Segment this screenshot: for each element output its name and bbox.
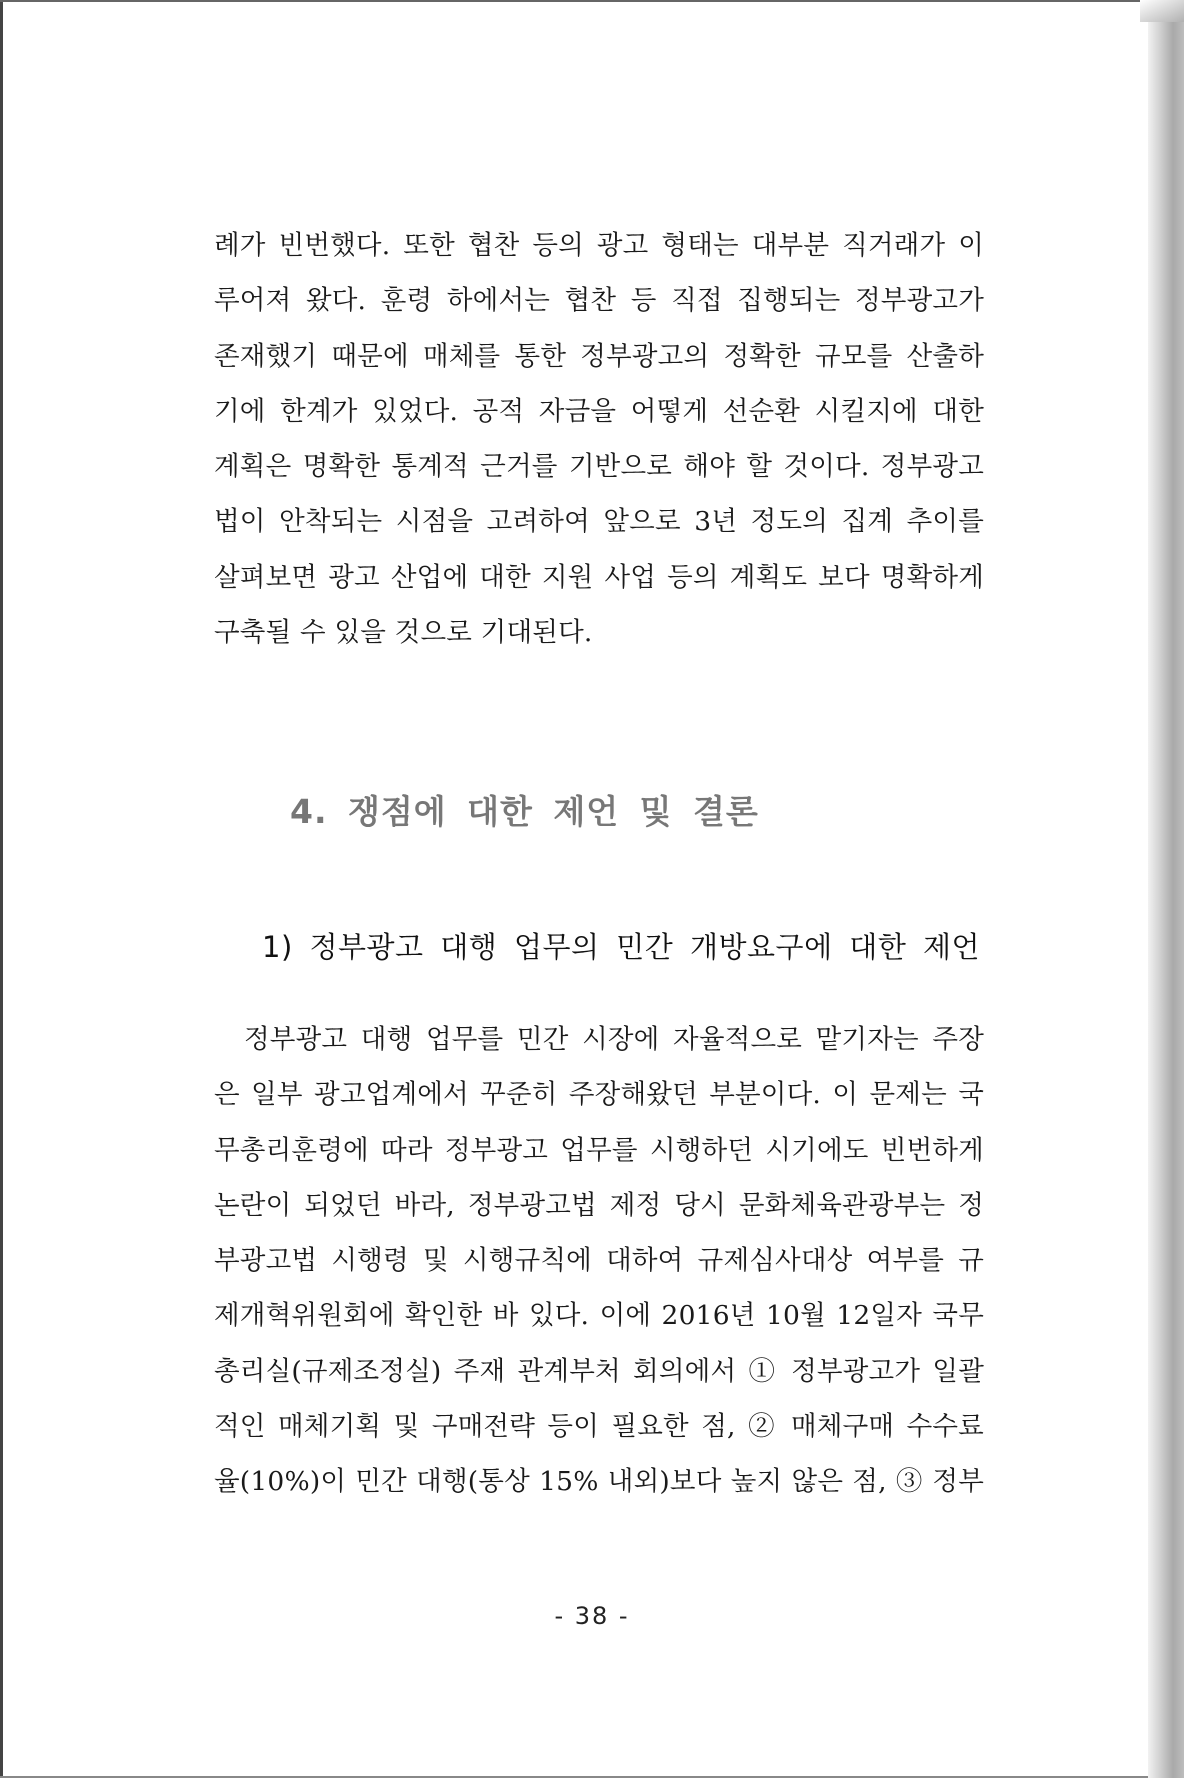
page-border-top (0, 0, 1150, 2)
paragraph-line: 구축될 수 있을 것으로 기대된다. (214, 617, 593, 649)
paragraph-1 (214, 218, 984, 660)
paragraph-line: 례가 빈번했다. 또한 협찬 등의 광고 형태는 대부분 직거래가 이 (214, 230, 984, 261)
paragraph-line: 적인 매체기획 및 구매전략 등이 필요한 점, ② 매체구매 수수료 (214, 1411, 984, 1443)
page-number: - 38 - (554, 1602, 630, 1630)
paragraph-line: 법이 안착되는 시점을 고려하여 앞으로 3년 정도의 집계 추이를 (214, 506, 984, 538)
paragraph-line: 살펴보면 광고 산업에 대한 지원 사업 등의 계획도 보다 명확하게 (214, 561, 984, 593)
paragraph-line: 계획은 명확한 통계적 근거를 기반으로 해야 할 것이다. 정부광고 (214, 451, 984, 483)
paragraph-line: 무총리훈령에 따라 정부광고 업무를 시행하던 시기에도 빈번하게 (214, 1134, 984, 1166)
paragraph-line: 은 일부 광고업계에서 꾸준히 주장해왔던 부분이다. 이 문제는 국 (214, 1079, 984, 1111)
paragraph-line: 총리실(규제조정실) 주재 관계부처 회의에서 ① 정부광고가 일괄 (214, 1355, 984, 1387)
paragraph-line: 존재했기 때문에 매체를 통한 정부광고의 정확한 규모를 산출하 (214, 340, 984, 372)
page-corner-shadow (1140, 0, 1184, 22)
paragraph-line: 논란이 되었던 바라, 정부광고법 제정 당시 문화체육관광부는 정 (214, 1189, 984, 1221)
page-curl-shadow (1148, 0, 1184, 1778)
paragraph-line: 부광고법 시행령 및 시행규칙에 대하여 규제심사대상 여부를 규 (214, 1245, 984, 1277)
paragraph-line: 기에 한계가 있었다. 공적 자금을 어떻게 선순환 시킬지에 대한 (214, 395, 984, 427)
section-heading: 4. 쟁점에 대한 제언 및 결론 (290, 792, 759, 831)
paragraph-line: 정부광고 대행 업무를 민간 시장에 자율적으로 맡기자는 주장 (244, 1024, 984, 1055)
paragraph-line: 제개혁위원회에 확인한 바 있다. 이에 2016년 10월 12일자 국무 (214, 1300, 984, 1332)
paragraph-2 (214, 1012, 984, 1510)
paragraph-line: 율(10%)이 민간 대행(통상 15% 내외)보다 높지 않은 점, ③ 정부 (214, 1466, 984, 1498)
sub-heading: 1) 정부광고 대행 업무의 민간 개방요구에 대한 제언 (262, 930, 981, 964)
paragraph-line: 루어져 왔다. 훈령 하에서는 협찬 등 직접 집행되는 정부광고가 (214, 285, 984, 317)
page-border-left (0, 0, 3, 1778)
